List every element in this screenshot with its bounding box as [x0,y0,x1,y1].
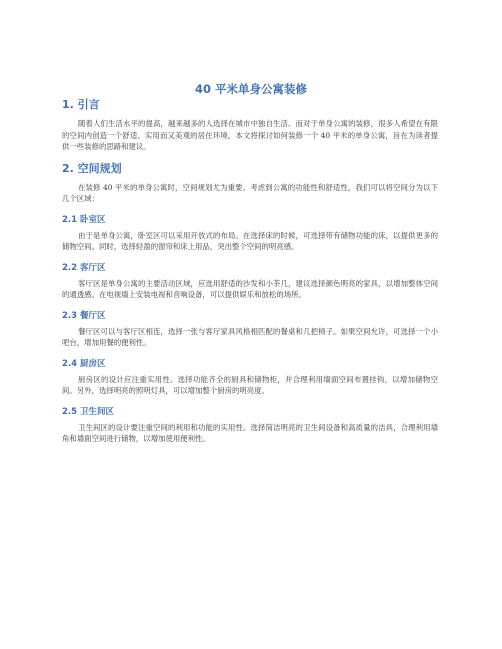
section-paragraph: 在装修 40 平米的单身公寓时，空间规划尤为重要。考虑到公寓的功能性和舒适性，我们可以将空间分为以下几个区域： [62,182,438,203]
subsection-kitchen [62,358,438,397]
subsection-paragraph: 客厅区是单身公寓的主要活动区域，应选用舒适的沙发和小茶几，建议选择颜色明亮的家具，以增加整体空间的通透感。在电视墙上安装电视和音响设备，可以提供娱乐和放松的场所。 [62,278,438,299]
subsection-dining [62,310,438,349]
subsection-paragraph: 由于是单身公寓，卧室区可以采用开放式的布局。在选择床的时候，可选择带有储物功能的床，以提供更多的储物空间。同时，选择轻盈的窗帘和床上用品，突出整个空间的明亮感。 [62,230,438,251]
subsection-paragraph: 餐厅区可以与客厅区相连，选择一张与客厅家具风格相匹配的餐桌和几把椅子。如果空间允许，可选择一个小吧台，增加用餐的便利性。 [62,326,438,347]
subsection-bathroom [62,406,438,445]
section-heading: 2. 空间规划 [62,161,122,175]
section-introduction [62,98,438,153]
section-heading: 1. 引言 [62,98,100,111]
subsection-paragraph: 厨房区的设计应注重实用性。选择功能齐全的厨具和储物柜，并合理利用墙面空间布置挂钩，以增加储物空间。另外，选择明亮的照明灯具，可以增加整个厨房的明亮度。 [62,374,438,395]
document-title: 40 平米单身公寓装修 [194,82,307,96]
subsection-living-room [62,262,438,301]
section-space-planning [62,162,438,205]
subsection-bedroom [62,214,438,253]
document-body [62,98,438,454]
subsection-paragraph: 卫生间区的设计要注重空间的利用和功能的实用性。选择简洁明亮的卫生间设备和高质量的洁具，合理利用墙角和墙面空间进行储物，以增加使用便利性。 [62,422,438,443]
subsection-heading: 2.1 卧室区 [62,214,106,225]
subsection-heading: 2.5 卫生间区 [62,406,115,417]
subsection-heading: 2.2 客厅区 [62,262,106,273]
subsection-heading: 2.4 厨房区 [62,358,106,369]
section-paragraph: 随着人们生活水平的提高，越来越多的人选择在城市中独自生活。而对于单身公寓的装修，很多人希望在有限的空间内创造一个舒适、实用而又美观的居住环境。本文将探讨如何装修一个 40 平米的单身公寓，旨在为读者提供一些装修的思路和建议。 [62,119,438,151]
subsection-heading: 2.3 餐厅区 [62,310,106,321]
